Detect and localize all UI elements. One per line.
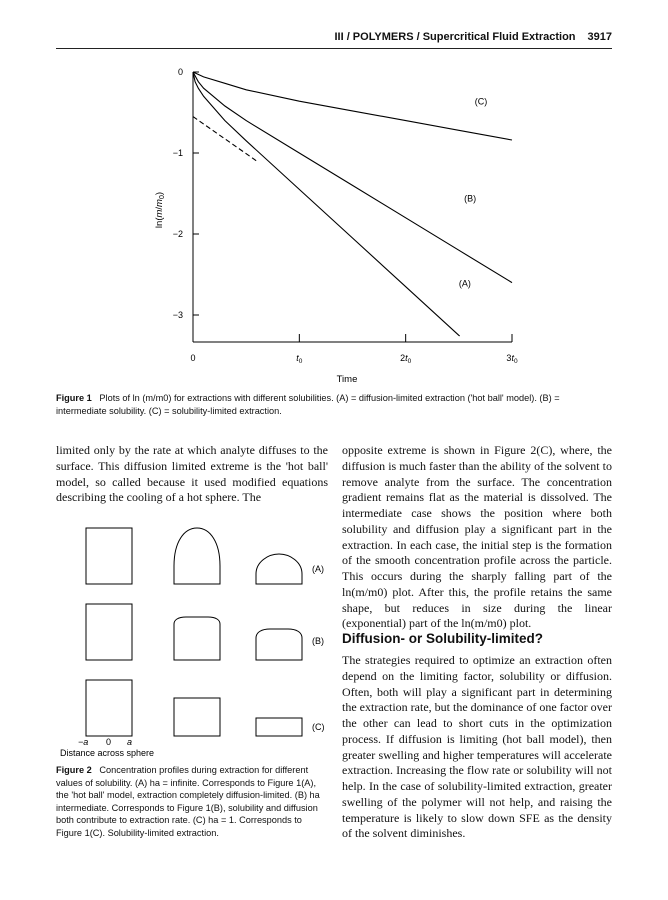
- left-column: [56, 443, 328, 506]
- profile-b-late: [256, 629, 302, 660]
- right-column: [342, 443, 612, 632]
- series-line-c: [193, 72, 512, 140]
- axis-label-distance: Distance across sphere: [60, 748, 155, 758]
- right-paragraph-2: The strategies required to optimize an extraction often depend on the limiting factor, solubility or diffusion. Often, both will play a significant part in determining the extraction rate, but the dominance of one factor over the other can lead to short cuts in the optimization process. If diffusion is limiting (hot ball model), then greater swelling and higher temperatures will accelerate extraction. Increasing the flow rate or solubility will not help. In the case of solubility-limited extraction, greater swelling of the polymer will not help, and raising the temperature is likely to slow down SFE as the density of the solvent diminishes.: [342, 653, 612, 841]
- axis-tick-a: a: [127, 737, 133, 747]
- figure1-caption-text: Plots of ln (m/m0) for extractions with different solubilities. (A) = diffusion-limited extraction ('hot ball' model). (B) = intermediate solubility. (C) = solubility-limited extraction.: [56, 393, 560, 416]
- figure2-caption: [56, 764, 328, 839]
- page-number: 3917: [587, 31, 612, 43]
- row-label-c: (C): [312, 722, 325, 732]
- figure1-caption: [56, 392, 612, 417]
- left-paragraph-1: limited only by the rate at which analyte diffuses to the surface. This diffusion limited extreme is the 'hot ball' model, so called because it used modified equations describing the cooling of a hot sphere. The: [56, 443, 328, 505]
- x-axis-label: Time: [336, 374, 358, 385]
- figure2-caption-text: Concentration profiles during extraction for different values of solubility. (A) ha = infinite. Corresponds to Figure 1(A), the 'hot ball' model, extraction completely diffusion-limited. (B) ha intermediate. Corresponds to Figure 1(B), solubility and diffusion both contribute to extraction rate. (C) ha = 1. Corresponds to Figure 1(C). Solubility-limited extraction.: [56, 765, 320, 838]
- section-heading: Diffusion- or Solubility-limited?: [342, 631, 543, 646]
- running-header: [334, 31, 612, 43]
- series-extrapolation-line: [193, 117, 257, 162]
- axis-tick-neg-a: −a: [78, 737, 89, 747]
- x-tick-label: $2t_0$: [400, 353, 412, 365]
- profile-a-late: [256, 554, 302, 584]
- profile-b-mid: [174, 617, 220, 660]
- profile-a-mid: [174, 528, 220, 584]
- y-axis-label: $\ln(m/m_0)$: [154, 191, 166, 229]
- x-tick-label: 0: [190, 353, 196, 363]
- series-line-b: [193, 72, 512, 283]
- right-paragraph-1: opposite extreme is shown in Figure 2(C), where, the diffusion is much faster than the ability of the solvent to remove analyte from the surface. The concentration gradient remains flat as the material is dissolved. The intermediate case shows the position where both solubility and diffusion play a significant part in the extraction. In each case, the initial step is the formation of the smooth concentration profile across the particle. This occurs during the sharply falling part of the ln(m/m0) plot. After this, the profile retains the same shape, but reduces in size during the linear (exponential) part of the ln(m/m0) plot.: [342, 443, 612, 631]
- axis-tick-zero: 0: [106, 737, 112, 747]
- x-tick-label: $t_0$: [296, 353, 303, 365]
- row-label-a: (A): [312, 564, 324, 574]
- series-label-a: (A): [458, 278, 471, 289]
- y-tick-label: −1: [172, 148, 183, 158]
- profile-c-initial: [86, 680, 132, 736]
- figure1-chart: [145, 60, 525, 388]
- series-label-b: (B): [464, 193, 477, 204]
- row-label-b: (B): [312, 636, 324, 646]
- profile-c-late: [256, 718, 302, 736]
- profile-b-initial: [86, 604, 132, 660]
- x-tick-label: $3t_0$: [506, 353, 518, 365]
- profile-a-initial: [86, 528, 132, 584]
- figure2-diagram: [56, 520, 328, 760]
- profile-c-mid: [174, 698, 220, 736]
- right-column-lower: [342, 653, 612, 842]
- y-tick-label: −3: [172, 310, 183, 320]
- header-rule: [56, 48, 612, 49]
- series-label-c: (C): [474, 96, 488, 107]
- y-tick-label: 0: [177, 67, 183, 77]
- figure2-caption-label: Figure 2: [56, 765, 92, 775]
- running-title: III / POLYMERS / Supercritical Fluid Extraction: [334, 31, 576, 43]
- y-tick-label: −2: [172, 229, 183, 239]
- figure1-caption-label: Figure 1: [56, 393, 92, 403]
- chart-frame: [193, 72, 512, 342]
